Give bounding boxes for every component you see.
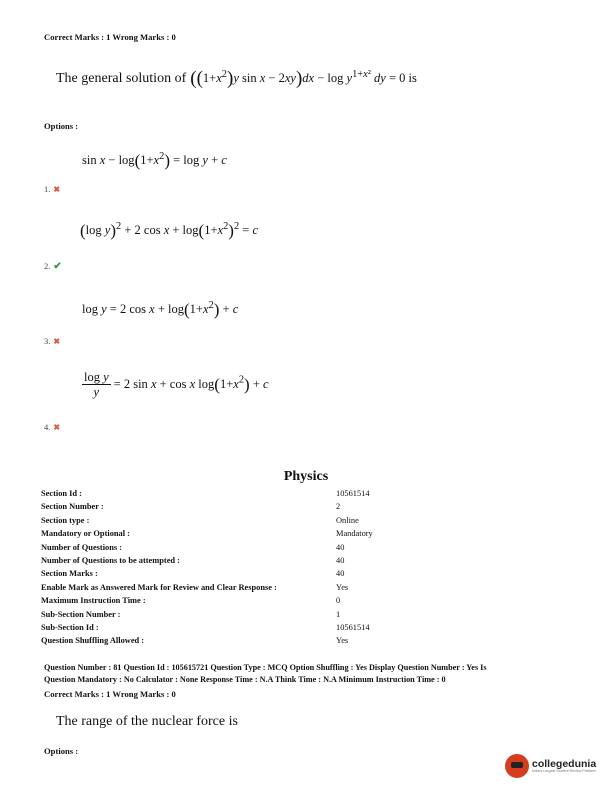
question-1: [56, 68, 417, 90]
section-row: Section type : Online: [41, 515, 359, 525]
wrong-mark-icon: ✖: [53, 185, 61, 194]
marks-line: Correct Marks : 1 Wrong Marks : 0: [44, 32, 176, 42]
option-4-marker: 4. ✖: [44, 422, 61, 432]
wrong-mark-icon: ✖: [53, 337, 61, 346]
option-1-equation: $\sin x - \log(1+x^2) = \log y + c$: [82, 151, 227, 171]
wrong-mark-icon: ✖: [53, 423, 61, 432]
question-text: The general solution of: [56, 71, 187, 86]
section-row: Maximum Instruction Time : 0: [41, 596, 341, 606]
options-label: Options :: [44, 121, 79, 131]
section-info-table: [41, 489, 461, 650]
option-2-marker: 2. ✔: [44, 261, 62, 272]
logo-tagline: India's Largest Student Review Platform: [532, 769, 596, 774]
question-meta-line-1: Question Number : 81 Question Id : 105615721 Question Type : MCQ Option Shuffling : Yes Display Question Number : Yes Is: [44, 663, 487, 672]
section-row: Enable Mark as Answered Mark for Review and Clear Response : Yes: [41, 582, 349, 592]
section-row: Number of Questions : 40: [41, 542, 345, 552]
question-text: The range of the nuclear force is: [56, 714, 238, 729]
section-row: Question Shuffling Allowed : Yes: [41, 636, 349, 646]
collegedunia-logo: [505, 752, 605, 780]
section-title: Physics: [283, 469, 329, 484]
section-row: Sub-Section Id : 10561514: [41, 622, 370, 632]
option-3-equation: log y = 2 $\cos x + \log(1+x^2) + c$: [82, 300, 239, 320]
option-4-equation: $\frac{\text{log y}}{y}$ = 2 sin x + cos x $\log(1+x^2) + c$: [84, 370, 269, 400]
question-equation: ($(1+x^2)y$ $\sin x - 2xy)dx - \log y^{1+x^2}$ dy = 0 is: [190, 68, 417, 89]
option-3-marker: 3. ✖: [44, 336, 61, 346]
section-row: Mandatory or Optional : Mandatory: [41, 529, 373, 539]
options-label: Options :: [44, 746, 79, 756]
correct-check-icon: ✔: [53, 261, 62, 272]
option-2-equation: (log y)$^2$ + 2 $\cos x + \log(1+x^2)^2 = c$: [80, 221, 259, 241]
section-row: Number of Questions to be attempted : 40: [41, 555, 345, 565]
option-1-marker: 1. ✖: [44, 184, 61, 194]
logo-icon: [505, 754, 529, 778]
question-meta-line-2: Question Mandatory : No Calculator : None Response Time : N.A Think Time : N.A Minimum Instruction Time : 0: [44, 675, 446, 684]
section-row: Sub-Section Number : 1: [41, 609, 341, 619]
marks-line: Correct Marks : 1 Wrong Marks : 0: [44, 689, 176, 699]
section-row: Section Marks : 40: [41, 569, 345, 579]
section-row: Section Number : 2: [41, 502, 341, 512]
logo-name: collegedunia: [532, 757, 597, 770]
section-row: Section Id : 10561514: [41, 489, 370, 498]
